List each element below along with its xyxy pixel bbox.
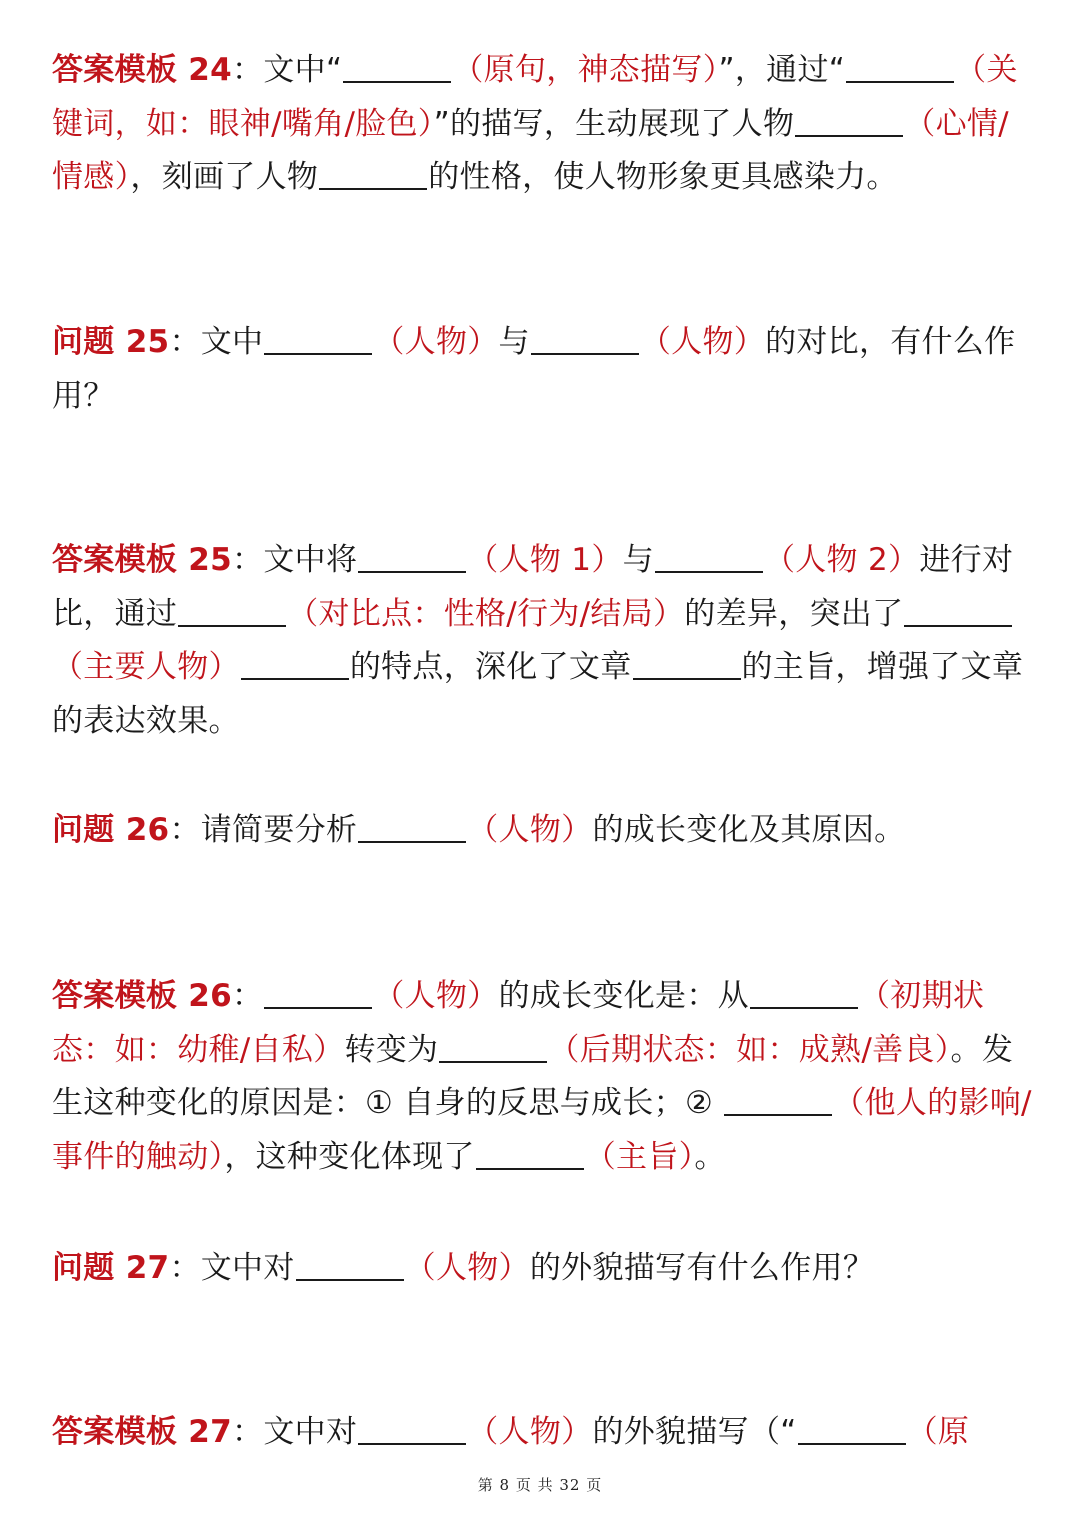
fill-in-blank: [241, 648, 349, 680]
answer-25-paragraph: [52, 534, 1037, 748]
answer-24-paragraph: [52, 44, 1037, 205]
fill-in-blank: [724, 1084, 832, 1116]
hint-text: （后期状态：如：成熟/善良）: [548, 1031, 951, 1068]
hint-text: （人物）: [467, 1414, 593, 1450]
question-25-paragraph: [52, 316, 1037, 423]
body-text: ：文中: [169, 324, 264, 360]
fill-in-blank: [178, 595, 286, 627]
hint-text: （主要人物）: [52, 649, 240, 685]
fill-in-blank: [343, 51, 451, 83]
body-text: 的外貌描写有什么作用？: [529, 1250, 875, 1286]
hint-text: （原句，神态描写）: [452, 52, 719, 88]
item-label: 答案模板 24: [52, 52, 233, 88]
hint-text: （他人的影响/事件的触动）: [52, 1085, 1032, 1175]
fill-in-blank: [439, 1031, 547, 1063]
hint-text: （心情/情感）: [52, 105, 1009, 195]
body-text: ：请简要分析: [169, 812, 358, 848]
hint-text: （人物 2）: [763, 542, 920, 578]
body-text: ，刻画了人物: [130, 159, 319, 195]
item-label: 问题 25: [52, 324, 170, 360]
body-text: 的成长变化及其原因。: [592, 812, 906, 848]
fill-in-blank: [264, 323, 372, 355]
hint-text: （对比点：性格/行为/结局）: [287, 595, 685, 632]
item-label: 答案模板 25: [52, 542, 233, 578]
item-label: 问题 26: [52, 812, 170, 848]
item-label: 问题 27: [52, 1250, 170, 1286]
body-text: 与: [498, 324, 530, 360]
body-text: ”的描写，生动展现了人物: [433, 105, 795, 142]
answer-26-paragraph: [52, 970, 1037, 1184]
body-text: ：: [232, 978, 264, 1014]
body-text: 的成长变化是：从: [498, 978, 749, 1014]
hint-text: （人物）: [639, 324, 766, 360]
hint-text: （初期状态：如：幼稚/自私）: [52, 978, 985, 1068]
body-text: ，这种变化体现了: [224, 1138, 475, 1175]
body-text: 的主旨，增强了文章的表达效果。: [52, 649, 1024, 739]
fill-in-blank: [358, 1413, 466, 1445]
question-27-paragraph: [52, 1242, 1037, 1296]
body-text: 的性格，使人物形象更具感染力。: [428, 159, 898, 195]
fill-in-blank: [296, 1249, 404, 1281]
hint-text: （人物）: [467, 812, 593, 848]
body-text: 的对比，有什么作用？: [52, 324, 1016, 414]
question-26-paragraph: [52, 804, 1037, 858]
page-footer: 第 8 页 共 32 页: [477, 1476, 603, 1494]
fill-in-blank: [264, 977, 372, 1009]
answer-27-paragraph: [52, 1406, 1037, 1460]
hint-text: （关键词，如：眼神/嘴角/脸色）: [52, 52, 1018, 142]
fill-in-blank: [476, 1138, 584, 1170]
body-text: 。: [694, 1138, 726, 1175]
hint-text: （主旨）: [584, 1138, 695, 1175]
body-text: 与: [622, 542, 654, 578]
fill-in-blank: [531, 323, 639, 355]
hint-text: （人物）: [373, 324, 499, 360]
body-text: 的差异，突出了: [684, 595, 904, 632]
fill-in-blank: [795, 105, 903, 137]
hint-text: （原: [906, 1414, 970, 1450]
hint-text: （人物）: [404, 1250, 530, 1286]
body-text: 转变为: [344, 1031, 439, 1068]
fill-in-blank: [846, 51, 954, 83]
body-text: ：文中将: [232, 542, 358, 578]
fill-in-blank: [358, 541, 466, 573]
fill-in-blank: [750, 977, 858, 1009]
body-text: 进行对比，通过: [52, 542, 1014, 632]
body-text: ：文中对: [169, 1250, 295, 1286]
item-label: 答案模板 27: [52, 1414, 233, 1450]
fill-in-blank: [798, 1413, 906, 1445]
body-text: 。发生这种变化的原因是：① 自身的反思与成长；②: [52, 1031, 1014, 1121]
body-text: 的外貌描写（“: [592, 1414, 797, 1450]
body-text: ：文中“: [232, 52, 343, 88]
fill-in-blank: [655, 541, 763, 573]
fill-in-blank: [319, 158, 427, 190]
item-label: 答案模板 26: [52, 978, 233, 1014]
body-text: 的特点，深化了文章: [349, 649, 632, 685]
fill-in-blank: [904, 595, 1012, 627]
body-text: ：文中对: [232, 1414, 358, 1450]
fill-in-blank: [358, 811, 466, 843]
fill-in-blank: [633, 648, 741, 680]
body-text: ”，通过“: [718, 52, 846, 88]
hint-text: （人物）: [373, 978, 499, 1014]
hint-text: （人物 1）: [467, 542, 623, 578]
